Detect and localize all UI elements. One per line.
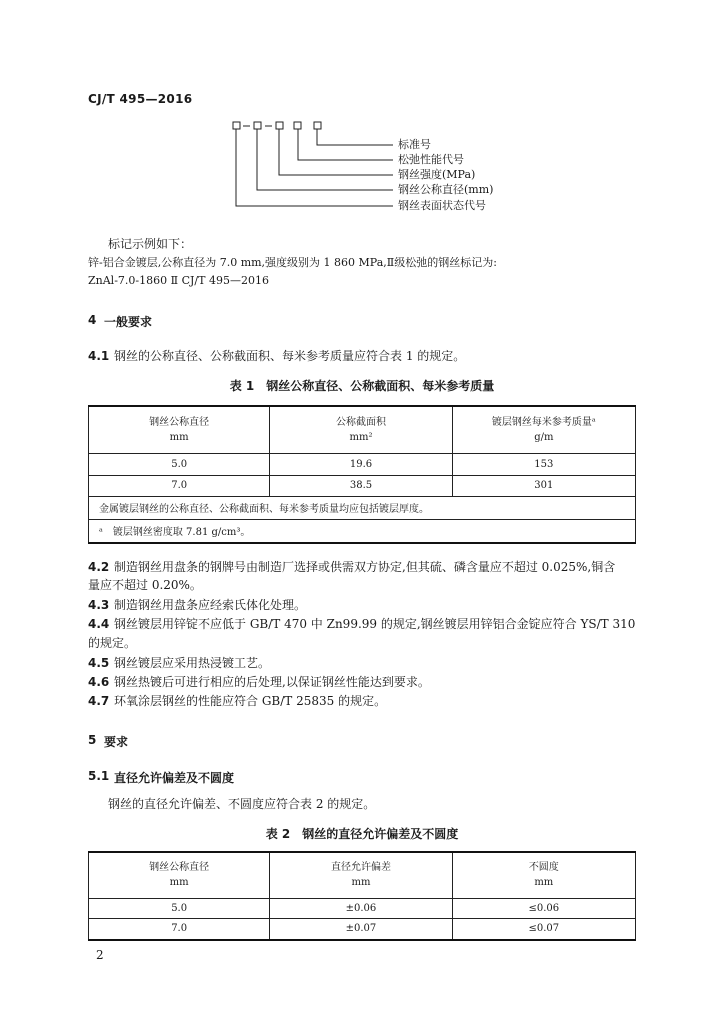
table-cell: 5.0 [89, 898, 270, 918]
table-1 [88, 405, 636, 544]
designation-label-strength: 钢丝强度(MPa) [398, 168, 476, 181]
table-2-header-cell: 钢丝公称直径 mm [89, 852, 270, 898]
table-cell: 7.0 [89, 475, 270, 496]
table-cell: 301 [452, 475, 635, 496]
table-2-caption: 表 2 钢丝的直径允许偏差及不圆度 [265, 827, 459, 841]
clause-4-2-number: 4.2 [88, 560, 110, 574]
table-cell: ≤0.06 [452, 898, 635, 918]
designation-diagram [228, 118, 528, 218]
clause-4-3-number: 4.3 [88, 598, 110, 612]
clause-5-1-text: 钢丝的直径允许偏差、不圆度应符合表 2 的规定。 [108, 797, 376, 811]
table-cell: 7.0 [89, 918, 270, 940]
clause-4-5-text: 钢丝镀层应采用热浸镀工艺。 [114, 656, 271, 670]
clause-4-4-text: 钢丝镀层用锌锭不应低于 GB/T 470 中 Zn99.99 的规定,钢丝镀层用锌铝合金锭应符合 YS/T 310 [114, 617, 636, 631]
table-1-footnote-row [89, 519, 636, 543]
clause-5-1-number: 5.1 [88, 769, 110, 783]
section-4-heading: 一般要求 [104, 315, 153, 329]
table-2-header-cell: 不圆度 mm [452, 852, 635, 898]
table-cell: ≤0.07 [452, 918, 635, 940]
clause-4-1-text: 钢丝的公称直径、公称截面积、每米参考质量应符合表 1 的规定。 [114, 349, 466, 363]
designation-label-standard: 标准号 [398, 138, 431, 151]
clause-4-1-number: 4.1 [88, 349, 110, 363]
clause-4-7-number: 4.7 [88, 694, 110, 708]
table-row [89, 453, 636, 475]
designation-label-diameter: 钢丝公称直径(mm) [398, 183, 494, 196]
section-4-number: 4 [88, 313, 97, 327]
table-cell: 153 [452, 453, 635, 475]
table-1-note: 金属镀层钢丝的公称直径、公称截面积、每米参考质量均应包括镀层厚度。 [89, 496, 636, 519]
designation-label-surface: 钢丝表面状态代号 [398, 199, 486, 212]
clause-4-4-number: 4.4 [88, 617, 110, 631]
table-cell: 19.6 [270, 453, 452, 475]
section-5-heading: 要求 [104, 735, 129, 749]
table-cell: ±0.07 [270, 918, 452, 940]
clause-4-6-text: 钢丝热镀后可进行相应的后处理,以保证钢丝性能达到要求。 [114, 675, 430, 689]
example-line1: 锌-铝合金镀层,公称直径为 7.0 mm,强度级别为 1 860 MPa,Ⅱ级松弛的钢丝标记为: [88, 256, 497, 269]
table-2-header-cell: 直径允许偏差 mm [270, 852, 452, 898]
clause-4-6-number: 4.6 [88, 675, 110, 689]
table-cell: 5.0 [89, 453, 270, 475]
table-1-header-row [89, 406, 636, 453]
clause-4-7-text: 环氧涂层钢丝的性能应符合 GB/T 25835 的规定。 [114, 694, 387, 708]
table-1-footnote: ᵃ 镀层钢丝密度取 7.81 g/cm³。 [89, 519, 636, 543]
table-row [89, 918, 636, 940]
designation-label-relaxation: 松弛性能代号 [398, 153, 464, 166]
clause-4-3-text: 制造钢丝用盘条应经索氏体化处理。 [114, 598, 307, 612]
table-2 [88, 851, 636, 941]
section-5-number: 5 [88, 733, 97, 747]
example-title: 标记示例如下： [108, 237, 193, 251]
table-1-header-cell: 镀层钢丝每米参考质量ᵃ g/m [452, 406, 635, 453]
standard-code-header: CJ/T 495—2016 [88, 92, 193, 106]
table-cell: ±0.06 [270, 898, 452, 918]
clause-5-1-heading: 直径允许偏差及不圆度 [114, 771, 235, 785]
clause-4-5-number: 4.5 [88, 656, 110, 670]
table-1-header-cell: 公称截面积 mm² [270, 406, 452, 453]
clause-4-4-continued: 的规定。 [88, 636, 137, 650]
table-1-note-row [89, 496, 636, 519]
table-cell: 38.5 [270, 475, 452, 496]
page-number: 2 [96, 948, 104, 962]
clause-4-2-continued: 量应不超过 0.20%。 [88, 578, 202, 592]
table-row [89, 475, 636, 496]
table-1-caption: 表 1 钢丝公称直径、公称截面积、每米参考质量 [229, 379, 495, 393]
table-1-header-cell: 钢丝公称直径 mm [89, 406, 270, 453]
example-line2: ZnAl-7.0-1860 Ⅱ CJ/T 495—2016 [88, 274, 269, 287]
table-row [89, 898, 636, 918]
table-2-header-row [89, 852, 636, 898]
clause-4-2-text: 制造钢丝用盘条的钢牌号由制造厂选择或供需双方协定,但其硫、磷含量应不超过 0.025%,铜含 [114, 560, 616, 574]
